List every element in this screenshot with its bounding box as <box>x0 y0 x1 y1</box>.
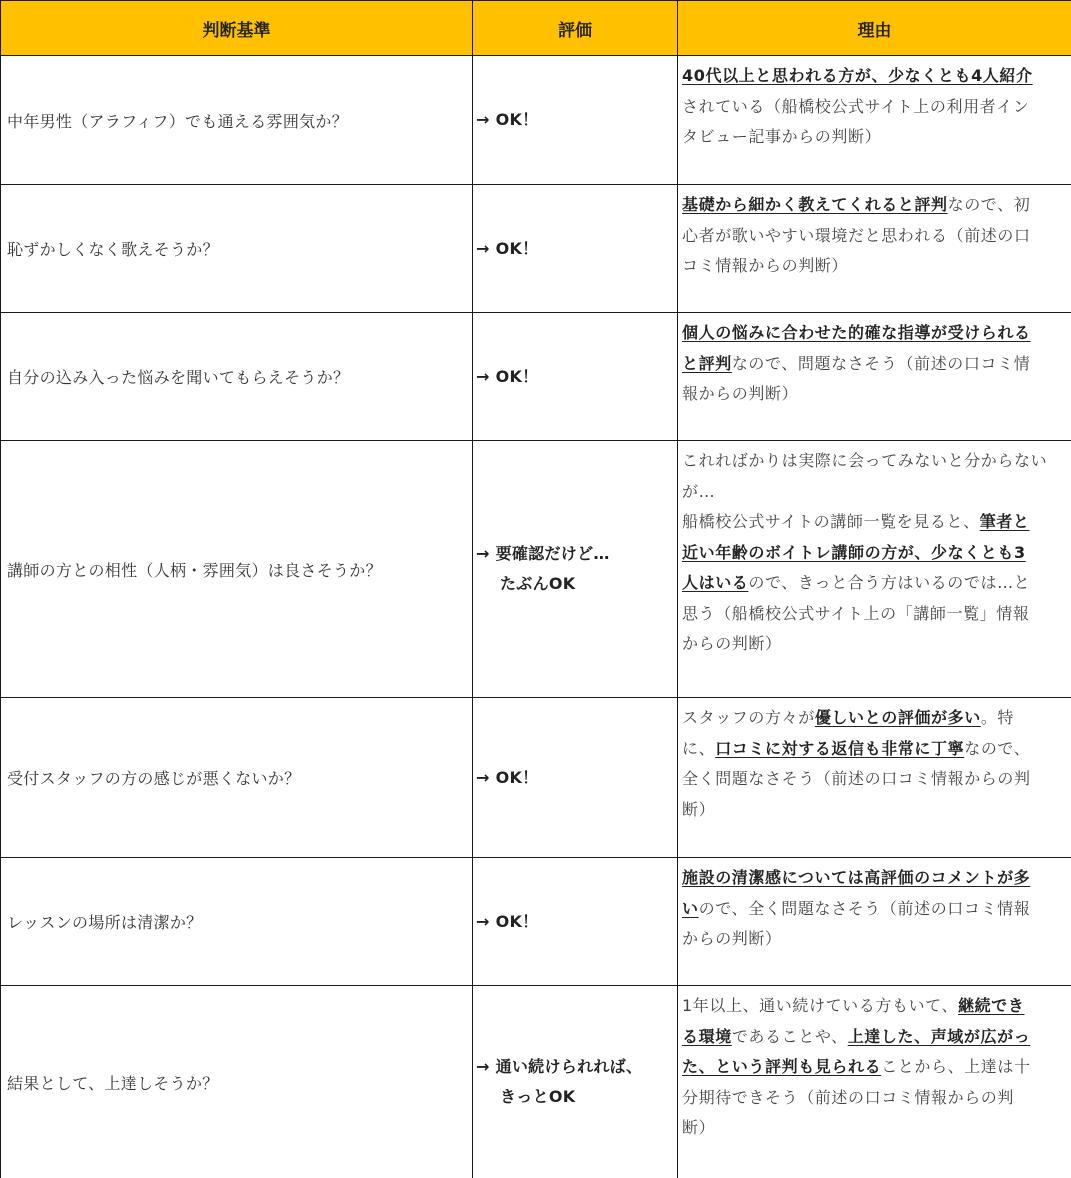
criterion-cell: 恥ずかしくなく歌えそうか？ <box>1 185 473 313</box>
reason-text: 分期待できそう（前述の口コミ情報からの判 <box>682 1087 1015 1107</box>
highlighted-text: る環境 <box>682 1026 732 1046</box>
reason-line <box>682 190 1067 221</box>
reason-text: 断） <box>682 1118 716 1137</box>
reason-text: からの判断） <box>682 929 782 948</box>
highlighted-text: と評判 <box>682 353 732 373</box>
reason-text: からの判断） <box>682 634 782 653</box>
evaluation-cell <box>473 986 678 1178</box>
reason-line <box>682 61 1067 92</box>
table-row <box>1 441 1071 698</box>
reason-line <box>682 764 1067 795</box>
reason-cell <box>678 441 1071 698</box>
reason-line <box>682 894 1067 925</box>
reason-line <box>682 1113 1067 1144</box>
reason-text: に、 <box>682 738 716 758</box>
highlighted-text: 基礎から細かく教えてくれると評判 <box>682 195 948 214</box>
evaluation-text: → OK！ <box>476 110 539 129</box>
highlighted-text: 優しいとの評価が多い <box>814 708 981 727</box>
reason-cell <box>678 858 1071 986</box>
reason-text: 断） <box>682 799 716 819</box>
criterion-cell: レッスンの場所は清潔か？ <box>1 858 473 986</box>
highlighted-text: 40代以上と思われる方が、少なくとも4人紹介 <box>682 66 1033 85</box>
evaluation-text: → 要確認だけど… <box>476 544 610 563</box>
reason-line <box>682 599 1067 630</box>
reason-text: スタッフの方々が <box>682 708 815 727</box>
reason-line <box>682 477 1067 508</box>
reason-line <box>682 1083 1067 1114</box>
reason-line <box>682 991 1067 1022</box>
highlighted-text: 人はいる <box>682 573 749 592</box>
evaluation-cell <box>473 858 678 986</box>
table-body <box>1 56 1071 1178</box>
header-evaluation: 評価 <box>473 1 678 56</box>
reason-line <box>682 734 1067 765</box>
reason-cell <box>678 185 1071 313</box>
reason-line <box>682 122 1067 153</box>
reason-text: 船橋校公式サイトの講師一覧を見ると、 <box>682 512 980 531</box>
evaluation-text: → OK！ <box>476 238 539 258</box>
evaluation-cell <box>473 56 678 185</box>
evaluation-text: → OK！ <box>476 911 539 931</box>
reason-line <box>682 538 1067 569</box>
highlighted-text: 個人の悩みに合わせた的確な指導が受けられる <box>682 323 1031 342</box>
table-row <box>1 56 1071 185</box>
reason-text: これればかりは実際に会ってみないと分からない <box>682 451 1048 470</box>
reason-cell <box>678 313 1071 441</box>
reason-line <box>682 795 1067 826</box>
highlighted-text: 近い年齢のボイトレ講師の方が、少なくとも3 <box>682 542 1026 562</box>
reason-line <box>682 318 1067 349</box>
reason-cell <box>678 56 1071 185</box>
evaluation-cell <box>473 698 678 858</box>
reason-line <box>682 221 1067 252</box>
table-row <box>1 698 1071 858</box>
table-row <box>1 313 1071 441</box>
highlighted-text: 継続でき <box>958 996 1025 1015</box>
reason-text: タビュー記事からの判断） <box>682 127 882 146</box>
criterion-cell: 講師の方との相性（人柄・雰囲気）は良さそうか？ <box>1 441 473 698</box>
reason-text: なので、 <box>964 738 1031 758</box>
criterion-cell: 自分の込み入った悩みを聞いてもらえそうか？ <box>1 313 473 441</box>
reason-line <box>682 446 1067 477</box>
reason-line <box>682 1052 1067 1083</box>
highlighted-text: 筆者と <box>979 512 1030 531</box>
reason-text: が… <box>682 481 716 501</box>
evaluation-cell <box>473 313 678 441</box>
reason-cell <box>678 986 1071 1178</box>
reason-text: ことから、上達は十 <box>881 1057 1031 1076</box>
table-row <box>1 986 1071 1178</box>
evaluation-text: → OK！ <box>476 767 539 787</box>
highlighted-text: い <box>682 898 699 918</box>
evaluation-text: たぶんOK <box>500 574 576 593</box>
reason-text: なので、問題なさそう（前述の口コミ情 <box>731 353 1031 373</box>
reason-text: 全く問題なさそう（前述の口コミ情報からの判 <box>682 769 1031 788</box>
reason-line <box>682 924 1067 955</box>
reason-line <box>682 1022 1067 1053</box>
evaluation-cell <box>473 441 678 698</box>
reason-text: であることや、 <box>731 1026 848 1046</box>
reason-cell <box>678 698 1071 858</box>
criterion-cell: 結果として、上達しそうか？ <box>1 986 473 1178</box>
reason-line <box>682 507 1067 538</box>
evaluation-text: → 通い続けられれば、 <box>476 1057 643 1076</box>
reason-text: コミ情報からの判断） <box>682 256 849 275</box>
reason-line <box>682 251 1067 282</box>
criterion-cell: 受付スタッフの方の感じが悪くないか？ <box>1 698 473 858</box>
evaluation-cell <box>473 185 678 313</box>
reason-line <box>682 379 1067 410</box>
reason-text: ので、全く問題なさそう（前述の口コミ情報 <box>698 898 1031 918</box>
reason-line <box>682 863 1067 894</box>
reason-text: されている（船橋校公式サイト上の利用者イン <box>682 96 1030 116</box>
reason-line <box>682 568 1067 599</box>
highlighted-text: 口コミに対する返信も非常に丁寧 <box>715 738 965 758</box>
evaluation-text: → OK！ <box>476 366 539 386</box>
reason-line <box>682 703 1067 734</box>
reason-text: 思う（船橋校公式サイト上の「講師一覧」情報 <box>682 603 1030 623</box>
highlighted-text: た、という評判も見られる <box>682 1057 882 1076</box>
reason-text: 1年以上、通い続けている方もいて、 <box>682 996 959 1015</box>
highlighted-text: 施設の清潔感については高評価のコメントが多 <box>682 868 1031 887</box>
reason-text: 。特 <box>980 708 1015 727</box>
highlighted-text: 上達した、声域が広がっ <box>847 1026 1031 1046</box>
table-row <box>1 858 1071 986</box>
reason-text: なので、初 <box>947 195 1031 214</box>
reason-line <box>682 349 1067 380</box>
table-row <box>1 185 1071 313</box>
reason-line <box>682 629 1067 660</box>
header-criteria: 判断基準 <box>1 1 473 56</box>
reason-text: 報からの判断） <box>682 384 799 403</box>
criterion-cell: 中年男性（アラフィフ）でも通える雰囲気か？ <box>1 56 473 185</box>
header-row <box>1 1 1071 56</box>
reason-line <box>682 92 1067 123</box>
reason-text: ので、きっと合う方はいるのでは…と <box>748 573 1031 592</box>
evaluation-text: きっとOK <box>500 1087 576 1106</box>
header-reason: 理由 <box>678 1 1071 56</box>
reason-text: 心者が歌いやすい環境だと思われる（前述の口 <box>682 225 1031 245</box>
